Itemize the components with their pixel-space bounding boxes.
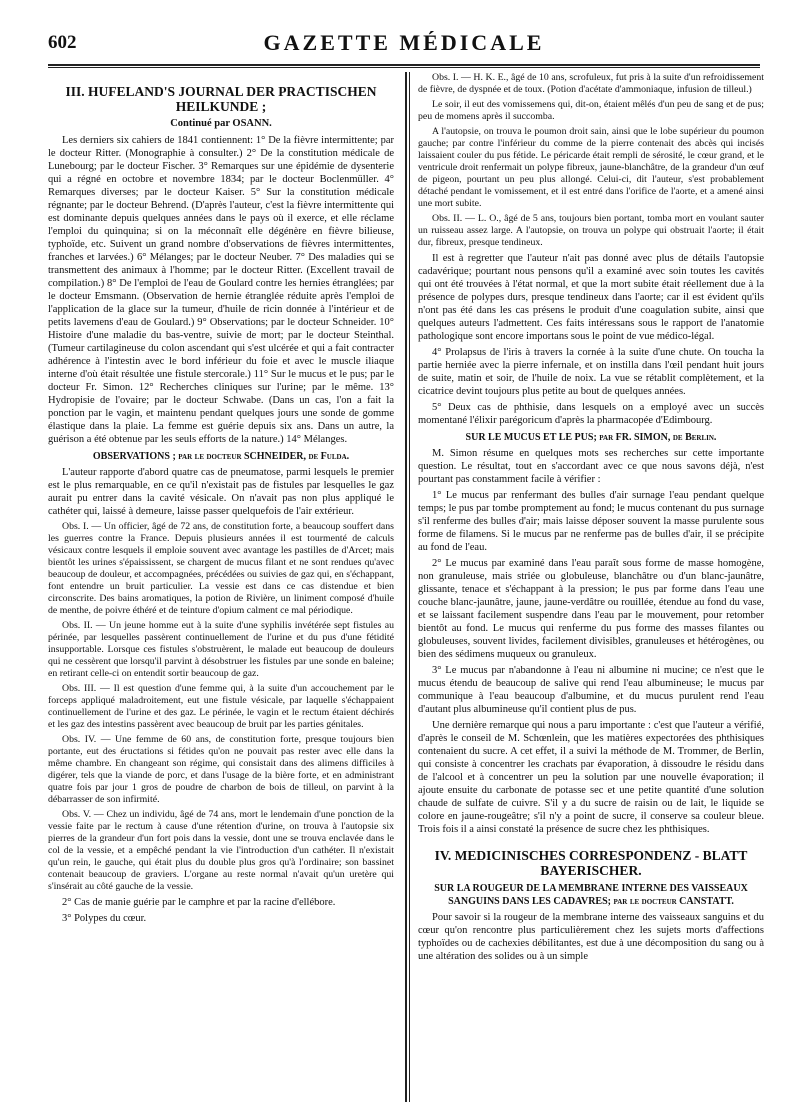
mucus-point-2: 2° Le mucus par examiné dans l'eau paraît sous forme de masse homogène, non granuleuse, mais striée ou globuleuse, blanchâtre ou d'un blanc-jaunâtre, glissante, tenace et s'échappant à la pression; le pus par forme dans l'eau une couche blanc-jaunâtre, jaune, jaune-verdâtre ou rouillée, étendue au fond du vase, et se laissant facilement suspendre dans l'eau par le mouvement, pour retomber bientôt au fond. Le mucus qui renferme du pus forme des masses filantes ou globuleuses, souvent livides, facilement divisibles, granuleuses et hétérogènes, ou bien des sédimens muqueux ou granuleux. — [418, 558, 764, 660]
paragraph-item-5: 5° Deux cas de phthisie, dans lesquels on a employé avec un succès momentané l'élixir parégoricum d'après la pharmacopée d'Edimbourg. — [418, 402, 764, 426]
paragraph-final: Pour savoir si la rougeur de la membrane interne des vaisseaux sanguins et du cœur qu'on rencontre plus particulièrement chez les sujets morts d'affections typhoïdes ou de cachexies débilitantes, est due à une décomposition du sang ou à une altération des solides ou à un simple — [418, 912, 764, 962]
section-heading-iii: III. HUFELAND'S JOURNAL DER PRACTISCHEN HEILKUNDE ; — [65, 84, 377, 114]
paragraph-pneumatose: L'auteur rapporte d'abord quatre cas de pneumatose, parmi lesquels le premier est le plus remarquable, en ce qu'il n'existait pas de fistules par lesquelles le gaz aurait pu entrer dans la cavité vésicale. On n'avait pas non plus appliqué le cathéter qui, laissé à demeure, laisse passer quelquefois de l'air extérieur. — [48, 467, 394, 517]
column-divider-thin — [409, 72, 410, 1102]
observation-2: Obs. II. — Un jeune homme eut à la suite d'une syphilis invétérée sept fistules au périnée, par lesquelles passèrent continuellement de l'urine et du pus d'une fétidité insupportable. Lorsque ces fistules s'obstruèrent, le malade eut beaucoup de douleurs qui ne cessèrent que lorsqu'il parvint à désobstruer les fistules par une sonde en baleine; en retirant celle-ci on entendit sortir beaucoup de gaz. — [48, 620, 394, 679]
rougeur-heading: SUR LA ROUGEUR DE LA MEMBRANE INTERNE DES VAISSEAUX SANGUINS DANS LES CADAVRES; par le docteur CANSTATT. — [434, 883, 748, 907]
page-number: 602 — [48, 32, 77, 53]
right-observation-1c: A l'autopsie, on trouva le poumon droit sain, ainsi que le lobe supérieur du poumon gauche; par contre l'inférieur du comme de la pierre contenait des abcès qui incisés laissaient couler du pus fétide. Le péricarde était rempli de sérosité, le cœur grand, et le ventricule droit renfermait un polype fibreux, jaune-blanchâtre, de la grandeur d'un œuf de pigeon, pourtant un peu plus allongé. Celui-ci, dit l'auteur, s'est probablement détaché pendant le vomissement, et il est entré dans l'orifice de l'aorte, et a amené ainsi une mort subite. — [418, 126, 764, 209]
continued-by: Continué par OSANN. — [170, 118, 272, 129]
paragraph-last-remark: Une dernière remarque qui nous a paru importante : c'est que l'auteur a vérifié, d'après le conseil de M. Schœnlein, que les matières expectorées des phthisiques contenaient du sucre. A cet effet, il a suivi la méthode de M. Trommer, de Berlin, qui consiste à concentrer les crachats par évaporation, à dissoudre le résidu dans de l'alcool et à concentrer un peu la solution par une nouvelle évaporation; il ajoute ensuite du carbonate de potasse sec et une petite quantité d'une solution chaude de sulfate de cuivre. S'il y a du sucre de raisin ou de lait, le liquide se colore en jaune-rougeâtre; s'il n'y a point de sucre, il conserve sa couleur bleue. Trois fois il a ainsi constaté la présence de sucre chez les phthisiques. — [418, 720, 764, 835]
mucus-point-1: 1° Le mucus par renfermant des bulles d'air surnage l'eau pendant quelque temps; le pus par tombe promptement au fond; le mucus contenant du pus surnage s'il renferme des bulles d'air; mais laisse déposer souvent la masse purulente sous forme de filamens. Si le mucus par ne renferme pas de bulles d'air, il se précipite au fond de l'eau. — [418, 490, 764, 553]
page-header — [48, 32, 760, 58]
observation-5: Obs. V. — Chez un individu, âgé de 74 ans, mort le lendemain d'une ponction de la vessie faite par le rectum à cause d'une rétention d'urine, on trouva à l'autopsie six pierres de la grandeur d'un fort pois dans la vessie, dont une se trouva enclavée dans le col de la vessie, et a empêché pendant la vie l'introduction d'un cathéter. Il n'existait qu'un rein, le gauche, qui était plus du double plus gros qu'à l'ordinaire; son bassinet contenait beaucoup de graviers. L'organe au reste normal n'avait qu'un uretère qui s'insérait au côté gauche de la vessie. — [48, 809, 394, 892]
right-column — [418, 72, 764, 1106]
paragraph-contents: Les derniers six cahiers de 1841 contiennent: 1° De la fièvre intermittente; par le docteur Ritter. (Monographie à consulter.) 2° De la constitution médicale de Lunebourg; par le docteur Fischer. 3° Remarques sur une épidémie de dysenterie qui a régné en octobre et novembre 1834; par le docteur Boclenmüller. 4° Remarques diverses; par le docteur Kaiser. 5° Sur la constitution médicale régnante; par le docteur Behrend. (D'après l'auteur, c'est la fièvre intermittente qui est dominante depuis quelques années dans le pays où il exerce, et elle réclame l'emploi du quinquina; si on la méconnaît elle dégénère en fièvre bilieuse, typhoïde, etc. Suivent un grand nombre d'observations de fièvres intermittentes, franches et larvées.) 6° Mélanges; par le docteur Neuber. 7° Des maladies qui se transmettent des animaux à l'homme; par le docteur Ritter. (Excellent travail de compilation.) 8° De l'emploi de l'eau de Goulard contre les hernies étranglées; par le docteur Emsmann. (Observation de hernie étranglée réduite après l'emploi de l'application de la glace sur la tumeur, d'huile de ricin donnée à l'intérieur et de petits lavemens d'eau de Goulard.) 9° Observations; par le docteur Schneider. 10° Histoire d'une maladie du bas-ventre, suivie de mort; par le docteur Steinthal. (Tumeur cartilagineuse du colon ascendant qui s'est ulcérée et qui a fait contracter adhérence à l'intestin avec le bord inférieur du foie et avec le muscle iliaque interne d'où était résultée une fistule stercorale.) 11° Sur le mucus et le pus; par le docteur Fr. Simon. 12° Recherches cliniques sur l'urine; par le même. 13° Hydropisie de l'ovaire; par le docteur Schwabe. (Dans un cas, l'on a fait la ponction par le vagin, et maintenu pendant quelques jours une sonde de gomme élastique dans la plaie. La femme est guérie depuis six ans. Dans un autre, la guérison a été obtenue par les seuls efforts de la nature.) 14° Mélanges. — [48, 135, 394, 445]
item-3: 3° Polypes du cœur. — [62, 913, 147, 924]
mucus-point-3: 3° Le mucus par n'abandonne à l'eau ni albumine ni mucine; ce n'est que le mucus étendu de beaucoup de salive qui rend l'eau albumineuse; le mucus par communique à l'eau beaucoup d'albumine, et du mucus purulent rend l'eau d'autant plus albumineuse qu'il contient plus de pus. — [418, 665, 764, 715]
left-column — [48, 72, 394, 1106]
observations-heading: OBSERVATIONS ; par le docteur SCHNEIDER, de Fulda. — [92, 451, 350, 462]
header-rule-thin — [48, 67, 760, 68]
paragraph-simon: M. Simon résume en quelques mots ses recherches sur cette importante question. Le résultat, tout en s'accordant avec ce que nous savons déjà, n'est pourtant pas constamment facile à vérifier : — [418, 448, 764, 485]
column-divider — [405, 72, 407, 1102]
paragraph-item-4: 4° Prolapsus de l'iris à travers la cornée à la suite d'une chute. On toucha la partie herniée avec la pierre infernale, et on instilla dans l'œil pendant huit jours de suite, matin et soir, de l'huile de noix. La vue se rétablit complètement, et la cicatrice devint toujours plus petite au bout de quelques années. — [418, 347, 764, 397]
journal-title: GAZETTE MÉDICALE — [263, 30, 545, 55]
item-2: 2° Cas de manie guérie par le camphre et par la racine d'ellébore. — [62, 897, 336, 908]
observation-3: Obs. III. — Il est question d'une femme qui, à la suite d'un accouchement par le forceps appliqué maladroitement, eut une fistule vésicale, par laquelle s'échappaient continuellement de l'urine et des gaz. Le périnée, le vagin et le rectum étaient déchirés et les gaz des intestins passèrent avec beaucoup de bruit par les parties génitales. — [48, 683, 394, 730]
mucus-heading: SUR LE MUCUS ET LE PUS; par FR. SIMON, de Berlin. — [465, 432, 717, 443]
right-observation-1: Obs. I. — H. K. E., âgé de 10 ans, scrofuleux, fut pris à la suite d'un refroidissement de fièvre, de dyspnée et de toux. (Potion d'acétate d'ammoniaque, infusion de tilleul.) — [418, 72, 764, 95]
header-rule — [48, 64, 760, 66]
observation-4: Obs. IV. — Une femme de 60 ans, de constitution forte, presque toujours bien portante, eut des éructations si fétides qu'on ne pouvait pas rester avec elle dans la même chambre. En changeant son régime, qui consistait dans des alimens difficiles à digérer, tels que la viande de porc, et dans l'usage de la bière forte, et en administrant quatre fois par jour 1 gros de poudre de charbon de bois de tilleul, on parvint à la débarrasser de son infirmité. — [48, 734, 394, 805]
observation-1: Obs. I. — Un officier, âgé de 72 ans, de constitution forte, a beaucoup souffert dans les guerres contre la France. Depuis plusieurs années il est tourmenté de calculs vésicaux contre lesquels il emploie souvent avec avantage les pastilles de d'Arcet; mais bientôt les urines s'épaississent, se chargent de mucus filant et ne sont rendues qu'avec beaucoup de douleur, et accompagnées, précédées ou suivies de gaz qui, en s'échappant, font entendre un bruit particulier. La vessie est dans ce cas distendue et bien circonscrite. Des bains aromatiques, la potion de Rivière, un liniment composé d'huile de menthe, de poivre éthéré et de teinture d'opium calment ce mal périodique. — [48, 521, 394, 616]
right-observation-2: Obs. II. — L. O., âgé de 5 ans, toujours bien portant, tomba mort en voulant sauter un ruisseau assez large. A l'autopsie, on trouva un polype qui obstruait l'aorte; il était dur, fibreux, presque tendineux. — [418, 213, 764, 248]
section-heading-iv: IV. MEDICINISCHES CORRESPONDENZ - BLATT BAYERISCHER. — [434, 848, 748, 878]
right-observation-1b: Le soir, il eut des vomissemens qui, dit-on, étaient mêlés d'un peu de sang et de pus; peu de momens après il succomba. — [418, 99, 764, 122]
paragraph-regret: Il est à regretter que l'auteur n'ait pas donné avec plus de détails l'autopsie cadavérique; pourtant nous pensons qu'il a examiné avec soin toutes les cavités qui ont été trouvées à l'état normal, et que la mort subite était réellement due à la présence de polypes durs, presque tendineux dans l'aorte; car il est évident qu'ils n'ont pas été dans les cas présens le produit d'une coagulation subite, ainsi que quelques auteurs l'admettent. Ces faits intéressans sous le rapport de l'anatomie pathologique sont encore importans sous le point de vue médico-légal. — [418, 253, 764, 342]
